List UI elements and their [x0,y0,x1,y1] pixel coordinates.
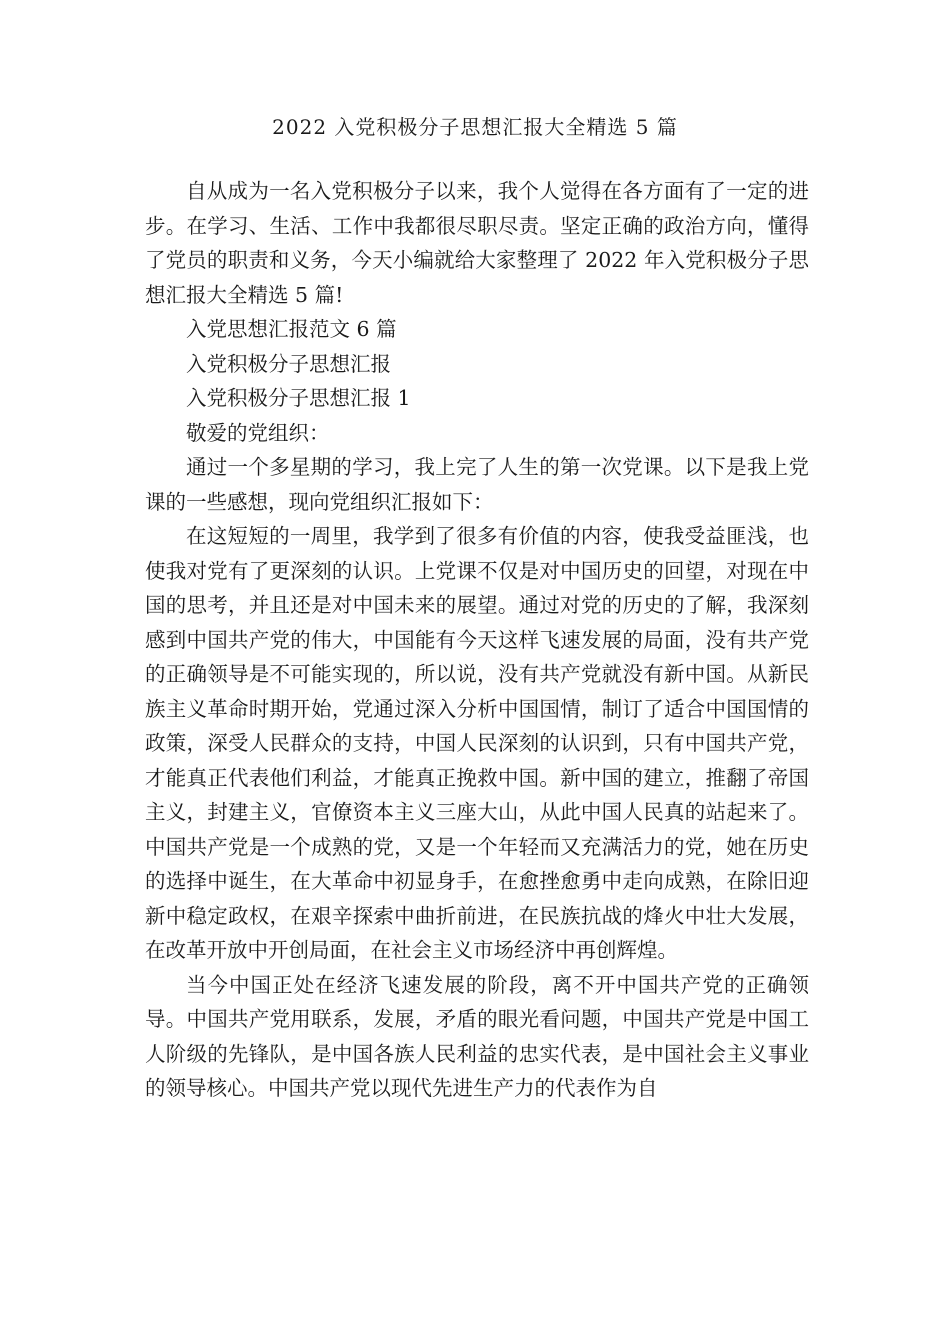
salutation: 敬爱的党组织： [186,420,330,445]
section-heading: 入党思想汇报范文 6 篇 [186,317,397,341]
body-paragraph: 通过一个多星期的学习，我上完了人生的第一次党课。以下是我上党课的一些感想，现向党组织汇报如下： [145,455,809,514]
intro-paragraph: 自从成为一名入党积极分子以来，我个人觉得在各方面有了一定的进步。在学习、生活、工作中我都很尽职尽责。坚定正确的政治方向，懂得了党员的职责和义务，今天小编就给大家整理了 2022 年入党积极分子思想汇报大全精选 5 篇! [145,179,809,307]
body-paragraph: 当今中国正处在经济飞速发展的阶段，离不开中国共产党的正确领导。中国共产党用联系，发展，矛盾的眼光看问题，中国共产党是中国工人阶级的先锋队，是中国各族人民利益的忠实代表，是中国社会主义事业的领导核心。中国共产党以现代先进生产力的代表作为自 [145,972,809,1100]
document-title: 2022 入党积极分子思想汇报大全精选 5 篇 [272,115,678,139]
section-heading: 入党积极分子思想汇报 [186,351,391,376]
body-paragraph: 在这短短的一周里，我学到了很多有价值的内容，使我受益匪浅，也使我对党有了更深刻的认识。上党课不仅是对中国历史的回望，对现在中国的思考，并且还是对中国未来的展望。通过对党的历史的了解，我深刻感到中国共产党的伟大，中国能有今天这样飞速发展的局面，没有共产党的正确领导是不可能实现的，所以说，没有共产党就没有新中国。从新民族主义革命时期开始，党通过深入分析中国国情，制订了适合中国国情的政策，深受人民群众的支持，中国人民深刻的认识到，只有中国共产党，才能真正代表他们利益，才能真正挽救中国。新中国的建立，推翻了帝国主义，封建主义，官僚资本主义三座大山，从此中国人民真的站起来了。中国共产党是一个成熟的党，又是一个年轻而又充满活力的党，她在历史的选择中诞生，在大革命中初显身手，在愈挫愈勇中走向成熟，在除旧迎新中稳定政权，在艰辛探索中曲折前进，在民族抗战的烽火中壮大发展，在改革开放中开创局面，在社会主义市场经济中再创辉煌。 [145,524,809,962]
document-body [145,174,809,1106]
section-heading: 入党积极分子思想汇报 1 [186,386,411,410]
